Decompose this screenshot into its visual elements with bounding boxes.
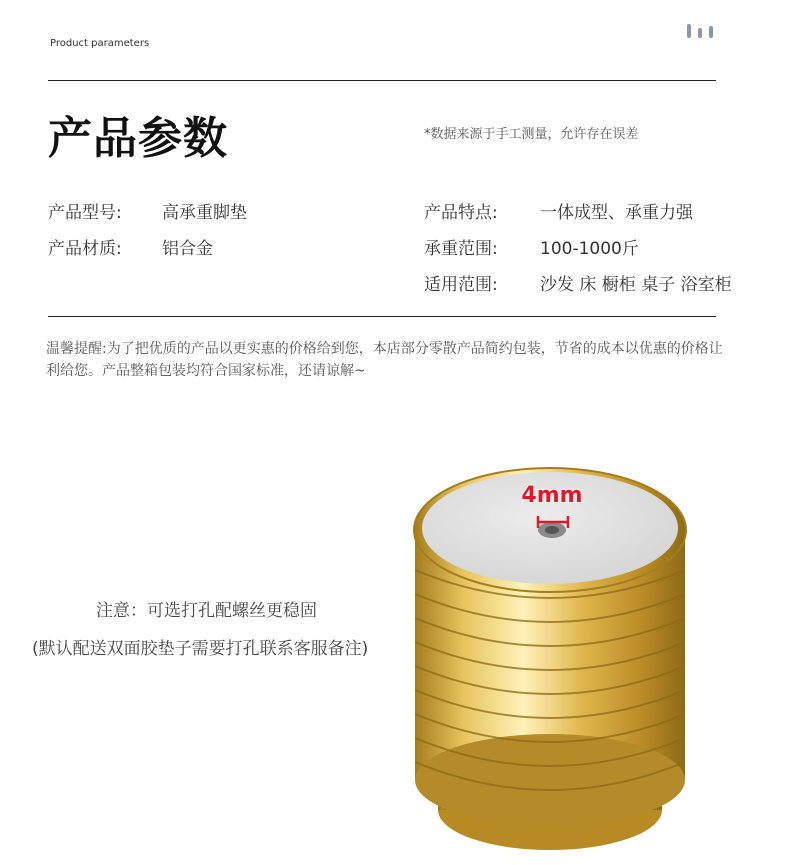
- feature-label: 产品特点:: [424, 203, 498, 223]
- menu-bars-icon: [687, 24, 717, 38]
- middle-divider: [48, 316, 716, 317]
- load-value: 100-1000斤: [540, 239, 639, 259]
- usage-value: 沙发 床 橱柜 桌子 浴室柜: [540, 275, 732, 295]
- measurement-note: *数据来源于手工测量，允许存在误差: [424, 127, 639, 142]
- material-label: 产品材质:: [48, 239, 122, 259]
- notice-line-1: 注意：可选打孔配螺丝更稳固: [96, 601, 317, 621]
- product-image: [400, 440, 700, 860]
- model-value: 高承重脚垫: [162, 203, 247, 223]
- material-value: 铝合金: [162, 239, 213, 259]
- model-label: 产品型号:: [48, 203, 122, 223]
- top-divider: [48, 80, 716, 81]
- page-title: 产品参数: [48, 113, 228, 164]
- feature-value: 一体成型、承重力强: [540, 203, 693, 223]
- notice-line-2: (默认配送双面胶垫子需要打孔联系客服备注): [32, 639, 369, 659]
- subtitle-en: Product parameters: [50, 38, 150, 49]
- reminder-text: 温馨提醒:为了把优质的产品以更实惠的价格给到您，本店部分零散产品简约包装，节省的成本以优惠的价格让利给您。产品整箱包装均符合国家标准，还请谅解~: [46, 341, 723, 379]
- load-label: 承重范围:: [424, 239, 498, 259]
- hole-size-label: 4mm: [521, 483, 583, 508]
- usage-label: 适用范围:: [424, 275, 498, 295]
